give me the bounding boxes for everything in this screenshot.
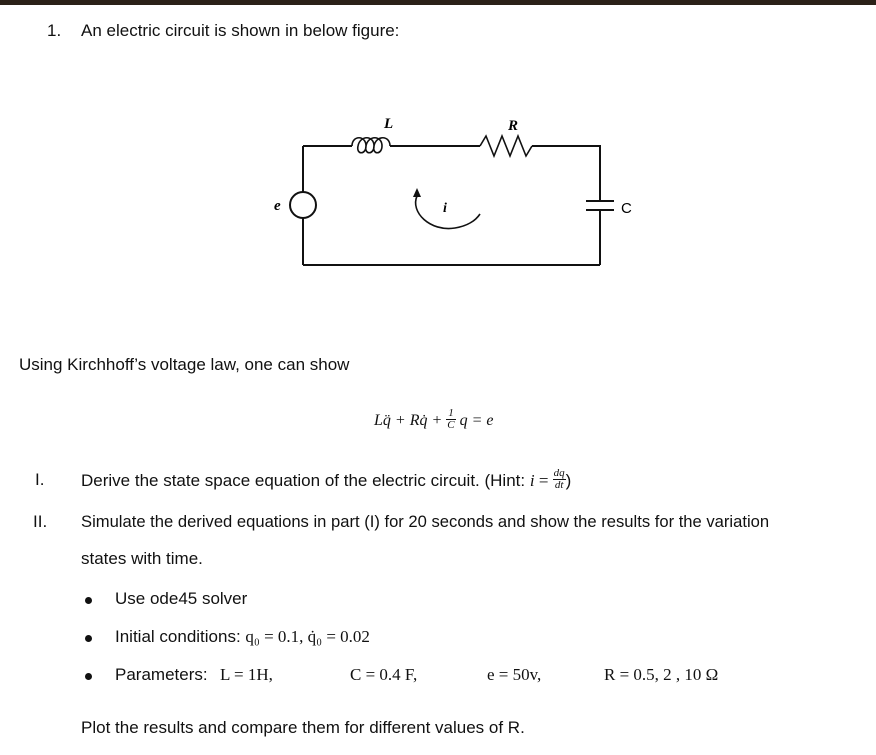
closing-text: Plot the results and compare them for different values of R. [81,718,525,737]
bullet-dot [85,673,92,680]
resistor-zigzag [480,136,532,156]
circuit-diagram [0,0,876,300]
fraction-denominator: C [447,419,455,431]
equation-left: Lq̈ + Rq̇ + [374,412,443,430]
bullet-solver: Use ode45 solver [115,589,248,608]
initial-value: q₀ = 0.1, q̇₀ = 0.02 [245,627,370,646]
param-resistance: R = 0.5, 2 , 10 Ω [604,665,719,684]
hint-close: ) [565,470,572,490]
kvl-text: Using Kirchhoff’s voltage law, one can show [19,355,350,374]
source-label: e [274,198,281,214]
part-2-line-2: states with time. [81,549,203,568]
param-voltage: e = 50v, [487,665,542,684]
part-1-text [81,467,572,493]
current-label: i [443,201,447,216]
equation-fraction [446,408,455,431]
wire-top-right [532,146,600,201]
kvl-equation [374,407,494,433]
initial-label: Initial conditions: [115,627,246,646]
part-2-roman: II. [33,512,48,531]
part-1-roman: I. [35,470,45,489]
resistor-label: R [508,118,519,134]
hint-numerator: dq [553,467,565,479]
hint-equals: = [534,470,553,490]
param-capacitance: C = 0.4 F, [350,665,418,684]
inductor-label: L [384,116,394,132]
bullet-dot [85,635,92,642]
equation-right: q = e [459,412,494,430]
question-intro: An electric circuit is shown in below figure: [81,21,400,40]
voltage-source-circle [290,192,316,218]
bullet-params-label: Parameters: [115,665,208,684]
hint-variable: i [529,470,535,490]
inductor-coil [352,138,390,153]
current-arrow-head [413,188,421,197]
bullet-initial [115,627,370,647]
fraction-numerator: 1 [448,407,454,419]
hint-fraction [553,468,566,491]
current-arc [416,196,480,229]
bullet-dot [85,597,92,604]
part-2-line-1: Simulate the derived equations in part (I) for 20 seconds and show the results for the variation [81,512,770,531]
capacitor-label: C [621,200,632,217]
part-1-main: Derive the state space equation of the electric circuit. (Hint: [81,470,530,490]
question-number: 1. [47,21,62,40]
param-inductance: L = 1H, [220,665,273,684]
hint-denominator: dt [554,479,564,491]
